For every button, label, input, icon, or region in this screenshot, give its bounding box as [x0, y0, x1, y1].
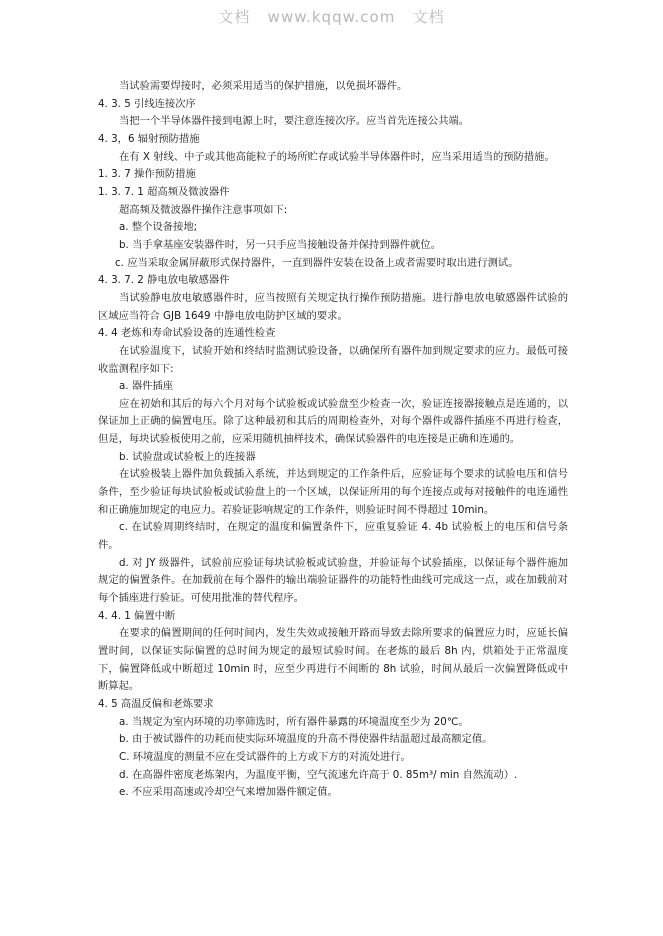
body-paragraph: 在要求的偏置期间的任何时间内，发生失效或接触开路而导致去除所要求的偏置应力时，应延长偏置时间，以保证实际偏置的总时间为规定的最短试验时间。在老炼的最后 8h 内，烘箱处于正常温度下，偏置降低或中断超过 10min 时，应至少再进行不间断的 8h 试验，时间从最后一次偏置降低或中断算起。	[98, 627, 568, 693]
section-heading-4-4-1: 4. 4. 1 偏置中断	[98, 609, 176, 622]
body-paragraph: 超高频及微波器件操作注意事项如下:	[119, 203, 288, 216]
list-item: a. 整个设备接地;	[119, 221, 198, 234]
list-item: a. 当规定为室内环境的功率筛选时，所有器件暴露的环境温度至少为 20℃。	[119, 715, 469, 728]
body-paragraph: 在有 X 射线、中子或其他高能粒子的场所贮存或试验半导体器件时，应当采用适当的预防措施。	[119, 150, 555, 163]
site-watermark: 文档 www.kqqw.com 文档	[218, 8, 445, 26]
list-item-heading: b. 试验盘或试验板上的连接器	[119, 450, 256, 463]
body-paragraph: 在试验极装上器件加负载插入系统，并达到规定的工作条件后，应验证每个要求的试验电压和信号条件，至少验证每块试验板或试验盘上的一个区域，以保证所用的每个连接点或每对接触件的电连通性和正确施加规定的电应力。若验证影响规定的工作条件，则验证时间不得超过 10min。	[98, 468, 568, 516]
section-heading-4-3-5: 4. 3. 5 引线连接次序	[98, 97, 196, 110]
body-paragraph: 当试验静电放电敏感器件时，应当按照有关规定执行操作预防措施。进行静电放电敏感器件试验的区域应当符合 GJB 1649 中静电放电防护区域的要求。	[98, 291, 568, 322]
body-paragraph: 当把一个半导体器件接到电源上时，要注意连接次序。应当首先连接公共端。	[119, 115, 470, 128]
body-paragraph: d. 对 JY 级器件，试验前应验证每块试验板或试验盘，并验证每个试验插座，以保证每个器件施加规定的偏置条件。在加载前在每个器件的输出端验证器件的功能特性曲线可完成这一点，或在加载前对每个插座进行验证。可使用批准的替代程序。	[98, 556, 568, 605]
section-heading-4-3-6: 4. 3，6 辐射预防措施	[98, 132, 200, 145]
list-item: b. 由于被试器件的功耗而使实际环境温度的升高不得使器件结温超过最高额定值。	[119, 733, 493, 746]
section-heading-4-4: 4. 4 老炼和寿命试验设备的连通性检查	[98, 327, 276, 340]
section-heading-1-3-7: 1. 3. 7 操作预防措施	[98, 168, 196, 181]
list-item-heading: a. 器件插座	[119, 380, 174, 393]
section-heading-4-3-7-2: 4. 3. 7. 2 静电放电敏感器件	[98, 274, 230, 287]
body-paragraph: 当试验需要焊接时，必须采用适当的保护措施，以免损坏器件。	[119, 80, 408, 92]
list-item: b. 当手拿基座安装器件时，另一只手应当接触设备并保持到器件就位。	[119, 238, 441, 251]
section-heading-4-5: 4. 5 高温反偏和老炼要求	[98, 697, 214, 710]
list-item: C. 环境温度的测量不应在受试器件的上方或下方的对流处进行。	[119, 750, 411, 763]
list-item: c. 应当采取金属屏蔽形式保持器件，一直到器件安装在设备上或者需要时取出进行测试。	[115, 256, 519, 269]
body-paragraph: c. 在试验周期终结时，在规定的温度和偏置条件下，应重复验证 4. 4b 试验板上的电压和信号条件。	[98, 521, 568, 552]
document-body	[98, 78, 568, 802]
body-paragraph: 应在初始和其后的每六个月对每个试验板或试验盘至少检查一次，验证连接器接触点是连通的，以保证加上正确的偏置电压。除了这种最初和其后的周期检查外，对每个器件或器件插座不再进行检查，但是，每块试验板使用之前，应采用随机抽样技术，确保试验器件的电连接是正确和连通的。	[98, 397, 568, 446]
list-item: e. 不应采用高速或冷却空气来增加器件额定值。	[119, 786, 338, 799]
body-paragraph: 在试验温度下，试验开始和终结时监测试验设备，以确保所有器件加到规定要求的应力。最低可接收监测程序如下:	[98, 344, 568, 375]
list-item: d. 在高器件密度老炼架内，为温度平衡，空气流速允许高于 0. 85m³/ min 自然流动）.	[119, 768, 518, 781]
section-heading-1-3-7-1: 1. 3. 7. 1 超高频及微波器件	[98, 185, 230, 198]
